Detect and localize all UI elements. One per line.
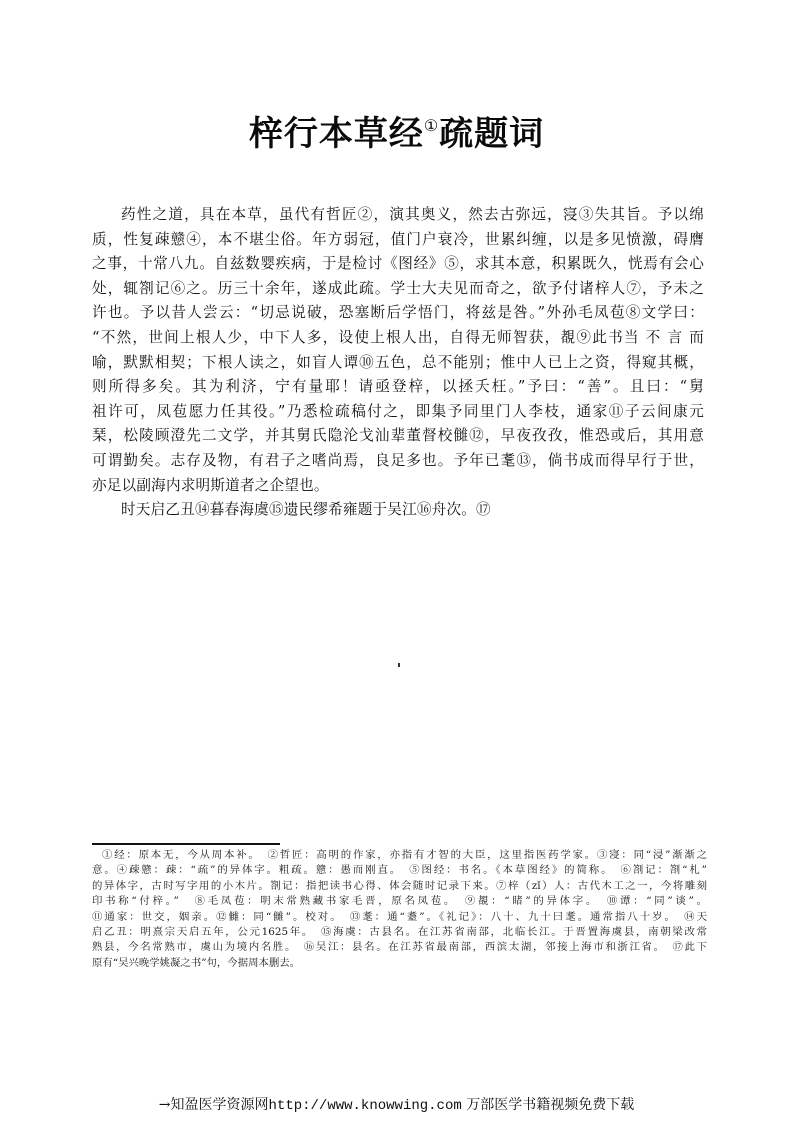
footnote-line: ①经：原本无，今从周本补。 ②哲匠：高明的作家，亦指有才智的大臣，这里指医药学家。③寖：同“浸”渐渐之 bbox=[102, 849, 707, 861]
footnote-line: ⑪通家：世交，姻亲。⑫雠：同“雠”。校对。 ⑬耄：通“耋”。《礼记》：八十、九十曰耄。通常指八十岁。 ⑭天 bbox=[92, 910, 707, 923]
paragraph-line: 之事，十常八九。自兹数婴疾病，于是检讨《图经》⑤，求其本意，积累既久，恍焉有会心 bbox=[92, 255, 704, 273]
footnote-line: 启乙丑：明熹宗天启五年，公元1625年。 ⑮海虞：古县名。在江苏省南部，北临长江。于晋置海虞县，南朝梁改常 bbox=[92, 925, 707, 938]
site-url-link[interactable]: http://www.knowwing.com bbox=[268, 1098, 462, 1114]
paragraph-line: 祖许可，凤苞愿力任其役。”乃悉检疏稿付之，即集予同里门人李枝，通家⑪子云间康元 bbox=[92, 402, 704, 420]
paragraph-line: 喻，默默相契；下根人读之，如盲人谭⑩五色，总不能别；惟中人已上之资，得窥其概， bbox=[92, 353, 704, 371]
footnote-line: 熟县，今名常熟市，虞山为境内名胜。 ⑯吴江：县名。在江苏省最南部，西滨太湖，邻接上海市和浙江省。 ⑰此下 bbox=[92, 941, 707, 954]
arrow-icon: → bbox=[158, 1097, 171, 1113]
title-main: 梓行本草经 bbox=[248, 114, 424, 154]
paragraph-line: “不然，世间上根人少，中下人多，设使上根人出，自得无师智获，覩⑨此书当 不 言 而 bbox=[92, 328, 704, 346]
paragraph-line: 处，辄劄记⑥之。历三十余年，遂成此疏。学士大夫见而奇之，欲予付诸梓人⑦，予未之 bbox=[92, 279, 704, 297]
footer-tagline: 万部医学书籍视频免费下载 bbox=[461, 1097, 635, 1113]
paragraph-line: 亦足以副海内求明斯道者之企望也。 bbox=[92, 476, 329, 494]
paragraph-line: 则所得多矣。其为利济，宁有量耶！请亟登梓，以拯夭枉。”予曰：“善”。且曰：“舅 bbox=[92, 378, 704, 396]
footnote-line: 的异体字，古时写字用的小木片。劄记：指把读书心得、体会随时记录下来。⑦梓（zǐ）人：古代木工之一，今将雕刻 bbox=[92, 879, 707, 892]
footnotes bbox=[92, 848, 707, 971]
paragraph-line: 质，性复疎戆④，本不堪尘俗。年方弱冠，值门户衰冷，世累纠缠，以是多见愤激，碍膺 bbox=[92, 230, 704, 248]
page-title bbox=[0, 106, 793, 155]
paragraph-line: 药性之道，具在本草，虽代有哲匠②，演其奥义，然去古弥远，寖③失其旨。予以绵 bbox=[121, 206, 704, 223]
watermark-footer bbox=[0, 1094, 793, 1114]
paragraph-line: 可谓勤矣。志存及物，有君子之嗜尚焉，良足多也。予年已耄⑬，倘书成而得早行于世， bbox=[92, 451, 704, 469]
site-name: 知盈医学资源网 bbox=[170, 1097, 269, 1113]
title-rest: 疏题词 bbox=[439, 114, 545, 154]
scan-speck bbox=[398, 663, 400, 667]
signature-line: 时天启乙丑⑭暮春海虞⑮遗民缪希雍题于吴江⑯舟次。⑰ bbox=[121, 501, 491, 519]
paragraph-line: 琹，松陵顾澄先二文学，并其舅氏隐沦戈汕辈董督校雠⑫，早夜孜孜，惟恐或后，其用意 bbox=[92, 427, 704, 445]
footnote-ref-1: ① bbox=[423, 116, 440, 135]
paragraph-line: 许也。予以昔人尝云：“切忌说破，恐塞断后学悟门，将兹是咎。”外孙毛凤苞⑧文学曰： bbox=[92, 304, 704, 322]
footnote-line: 意。④疎戆：疎：“疏”的异体字。粗疏。戆：愚而刚直。 ⑤图经：书名。《本草图经》的简称。 ⑥劄记：劄“札” bbox=[92, 864, 707, 877]
footnote-line: 印书称“付梓。” ⑧毛凤苞：明末常熟藏书家毛晋，原名凤苞。 ⑨覩：“睹”的异体字。 ⑩谭：“同”谈”。 bbox=[92, 895, 707, 908]
footnote-line: 原有“吴兴晚学姚凝之书”句，今据周本删去。 bbox=[92, 956, 301, 969]
footnote-divider bbox=[92, 843, 280, 845]
body-text bbox=[92, 203, 704, 523]
